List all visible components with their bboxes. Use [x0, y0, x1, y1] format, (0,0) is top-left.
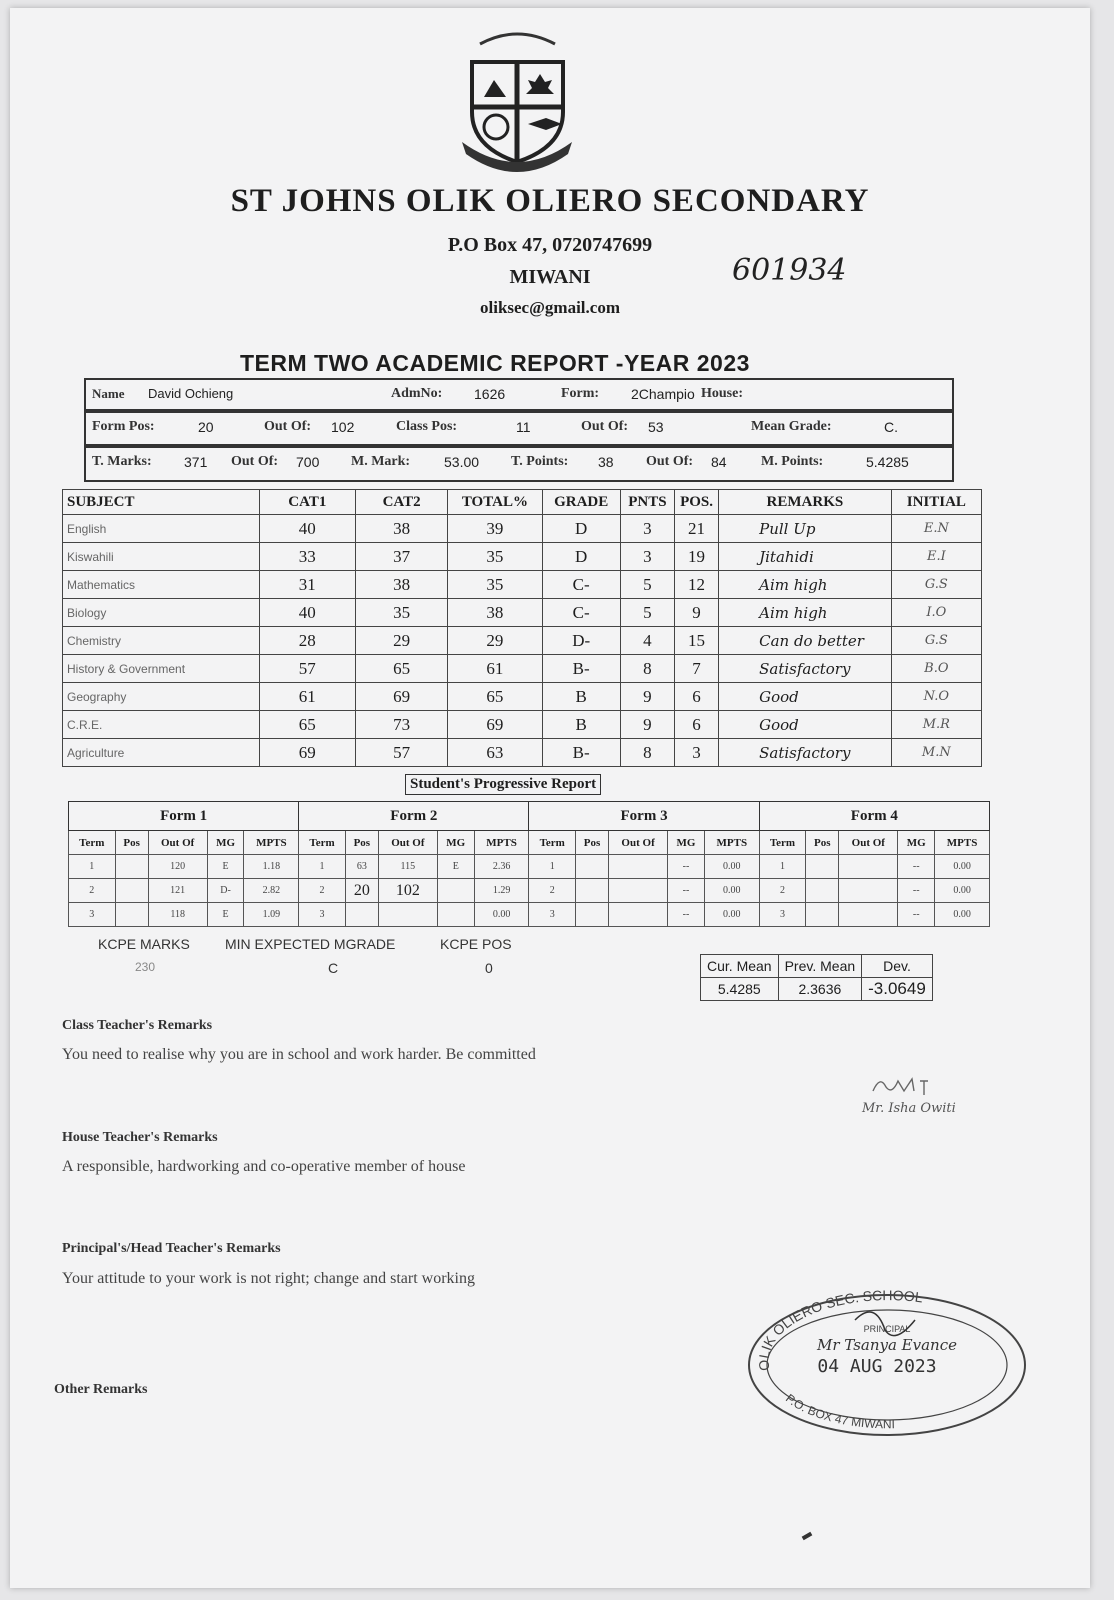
- progress-subheader-mg: MG: [668, 831, 705, 855]
- report-title: TERM TWO ACADEMIC REPORT -YEAR 2023: [240, 350, 750, 376]
- pen-mark: [802, 1532, 813, 1540]
- cell-cat1: 31: [259, 571, 355, 599]
- cell-pos: 7: [674, 655, 718, 683]
- cell-cat1: 40: [259, 515, 355, 543]
- svg-text:04 AUG 2023: 04 AUG 2023: [817, 1356, 937, 1377]
- subject-row: [63, 571, 982, 599]
- progress-cell: 0.00: [935, 855, 990, 879]
- cell-remarks: Good: [719, 683, 892, 711]
- report-sheet: [10, 8, 1090, 1588]
- progress-cell: 1: [69, 855, 116, 879]
- cell-remarks: Satisfactory: [719, 739, 892, 767]
- progress-cell: 3: [299, 903, 346, 927]
- school-name: ST JOHNS OLIK OLIERO SECONDARY: [230, 183, 870, 219]
- progress-subheader-mpts: MPTS: [474, 831, 529, 855]
- cell-remarks: Satisfactory: [719, 655, 892, 683]
- cell-pnts: 9: [620, 711, 674, 739]
- cell-subject: Biology: [63, 599, 260, 627]
- cell-remarks: Aim high: [719, 599, 892, 627]
- school-stamp: [745, 1290, 1030, 1440]
- handwritten-reference-number: 601934: [732, 253, 847, 288]
- progress-subheader-term: Term: [69, 831, 116, 855]
- cell-pos: 3: [674, 739, 718, 767]
- col-header-cat1: CAT1: [259, 490, 355, 515]
- progress-cell: 120: [148, 855, 207, 879]
- cell-remarks: Jitahidi: [719, 543, 892, 571]
- progress-subheader-mg: MG: [437, 831, 474, 855]
- cell-pnts: 9: [620, 683, 674, 711]
- student-info-row-2: [84, 411, 954, 446]
- progress-cell: --: [668, 855, 705, 879]
- progress-cell: 2: [759, 879, 806, 903]
- progress-cell: [115, 855, 148, 879]
- progress-cell: 0.00: [935, 879, 990, 903]
- progress-cell: 2.82: [244, 879, 299, 903]
- progress-cell: 1: [299, 855, 346, 879]
- adm-no-label: AdmNo:: [391, 386, 443, 401]
- progress-cell: [437, 879, 474, 903]
- cell-initial: E.N: [891, 515, 981, 543]
- progress-cell: 2: [299, 879, 346, 903]
- progress-subheader-mpts: MPTS: [704, 831, 759, 855]
- progress-cell: 102: [378, 879, 437, 903]
- cell-pos: 15: [674, 627, 718, 655]
- progress-cell: [576, 903, 609, 927]
- cell-cat2: 37: [355, 543, 447, 571]
- mean-grade-label: Mean Grade:: [751, 419, 832, 434]
- class-teacher-signature: [868, 1073, 938, 1099]
- cell-pnts: 4: [620, 627, 674, 655]
- student-name: David Ochieng: [148, 386, 234, 401]
- progress-cell: 1: [759, 855, 806, 879]
- form-header-2: Form 2: [299, 802, 529, 831]
- progress-cell: 0.00: [704, 879, 759, 903]
- name-label: Name: [92, 386, 125, 401]
- col-header-total: TOTAL%: [448, 490, 542, 515]
- progress-cell: [609, 903, 668, 927]
- cell-cat2: 38: [355, 515, 447, 543]
- prev-mean: 2.3636: [778, 978, 862, 1001]
- svg-text:P.O. BOX 47 MIWANI: P.O. BOX 47 MIWANI: [782, 1391, 896, 1432]
- progress-cell: 0.00: [474, 903, 529, 927]
- progress-cell: [115, 903, 148, 927]
- progress-cell: 63: [345, 855, 378, 879]
- progress-cell: 3: [69, 903, 116, 927]
- progress-subheader-term: Term: [759, 831, 806, 855]
- form-pos: 20: [198, 419, 214, 435]
- prev-mean-label: Prev. Mean: [778, 955, 862, 978]
- deviation: -3.0649: [862, 978, 933, 1001]
- class-teacher-name: Mr. Isha Owiti: [862, 1101, 956, 1116]
- cell-pnts: 5: [620, 571, 674, 599]
- deviation-label: Dev.: [862, 955, 933, 978]
- marks-out-of-label: Out Of:: [231, 454, 279, 469]
- cell-pos: 12: [674, 571, 718, 599]
- other-remarks-label: Other Remarks: [54, 1382, 148, 1397]
- col-header-initial: INITIAL: [891, 490, 981, 515]
- progress-cell: [378, 903, 437, 927]
- cell-pnts: 3: [620, 515, 674, 543]
- col-header-pos: POS.: [674, 490, 718, 515]
- progress-cell: 118: [148, 903, 207, 927]
- progress-cell: E: [207, 903, 244, 927]
- progress-subheader-out-of: Out Of: [148, 831, 207, 855]
- cell-cat1: 28: [259, 627, 355, 655]
- cell-grade: D: [542, 543, 620, 571]
- cell-pos: 19: [674, 543, 718, 571]
- cell-remarks: Pull Up: [719, 515, 892, 543]
- form-header-4: Form 4: [759, 802, 989, 831]
- marks-out-of: 700: [296, 454, 320, 470]
- progress-cell: [839, 903, 898, 927]
- cell-subject: C.R.E.: [63, 711, 260, 739]
- cell-remarks: Can do better: [719, 627, 892, 655]
- cell-total: 29: [448, 627, 542, 655]
- progress-cell: 1.18: [244, 855, 299, 879]
- progress-cell: --: [898, 879, 935, 903]
- cell-pnts: 3: [620, 543, 674, 571]
- progress-cell: [609, 855, 668, 879]
- col-header-pnts: PNTS: [620, 490, 674, 515]
- progress-subheader-pos: Pos: [345, 831, 378, 855]
- kcpe-pos-label: KCPE POS: [440, 936, 512, 952]
- progress-subheader-pos: Pos: [806, 831, 839, 855]
- cell-cat2: 73: [355, 711, 447, 739]
- progress-cell: E: [207, 855, 244, 879]
- class-pos-label: Class Pos:: [396, 419, 458, 434]
- cell-subject: Kiswahili: [63, 543, 260, 571]
- subject-row: [63, 515, 982, 543]
- total-points-label: T. Points:: [511, 454, 569, 469]
- cell-remarks: Aim high: [719, 571, 892, 599]
- form-header-3: Form 3: [529, 802, 759, 831]
- cell-remarks: Good: [719, 711, 892, 739]
- progress-row: [69, 879, 990, 903]
- mean-points: 5.4285: [866, 454, 909, 470]
- cell-pnts: 8: [620, 655, 674, 683]
- progress-subheader-mg: MG: [898, 831, 935, 855]
- progress-cell: 1.29: [474, 879, 529, 903]
- progress-subheader-term: Term: [299, 831, 346, 855]
- cell-grade: C-: [542, 571, 620, 599]
- class-teacher-remarks: You need to realise why you are in school and work harder. Be committed: [62, 1046, 536, 1063]
- progress-cell: 2.36: [474, 855, 529, 879]
- progress-cell: E: [437, 855, 474, 879]
- cell-initial: B.O: [891, 655, 981, 683]
- cell-initial: M.N: [891, 739, 981, 767]
- progress-row: [69, 903, 990, 927]
- cell-grade: B: [542, 711, 620, 739]
- svg-text:PRINCIPAL: PRINCIPAL: [863, 1324, 911, 1334]
- cell-subject: English: [63, 515, 260, 543]
- progress-row: [69, 855, 990, 879]
- cell-cat1: 33: [259, 543, 355, 571]
- form-pos-label: Form Pos:: [92, 419, 155, 434]
- cell-cat1: 57: [259, 655, 355, 683]
- progress-cell: [806, 903, 839, 927]
- col-header-grade: GRADE: [542, 490, 620, 515]
- cell-grade: D-: [542, 627, 620, 655]
- class-out-of: 53: [648, 419, 664, 435]
- progress-cell: [806, 855, 839, 879]
- cell-subject: History & Government: [63, 655, 260, 683]
- subject-row: [63, 739, 982, 767]
- progress-cell: D-: [207, 879, 244, 903]
- cur-mean: 5.4285: [701, 978, 779, 1001]
- progress-subheader-out-of: Out Of: [378, 831, 437, 855]
- cell-cat1: 69: [259, 739, 355, 767]
- progress-cell: [345, 903, 378, 927]
- house-label: House:: [701, 386, 743, 401]
- col-header-cat2: CAT2: [355, 490, 447, 515]
- cell-total: 35: [448, 571, 542, 599]
- progress-cell: 2: [69, 879, 116, 903]
- subject-row: [63, 543, 982, 571]
- cell-total: 38: [448, 599, 542, 627]
- progress-subheader-mpts: MPTS: [935, 831, 990, 855]
- school-crest-logo: [450, 22, 585, 172]
- progress-cell: [115, 879, 148, 903]
- col-header-subject: SUBJECT: [63, 490, 260, 515]
- form-out-of-label: Out Of:: [264, 419, 312, 434]
- marks-table-header: [63, 490, 982, 515]
- progress-cell: 1: [529, 855, 576, 879]
- cell-cat1: 40: [259, 599, 355, 627]
- cell-subject: Chemistry: [63, 627, 260, 655]
- mean-points-label: M. Points:: [761, 454, 824, 469]
- progress-cell: --: [898, 855, 935, 879]
- cell-initial: E.I: [891, 543, 981, 571]
- house-teacher-remarks-label: House Teacher's Remarks: [62, 1130, 218, 1145]
- kcpe-pos: 0: [485, 960, 493, 976]
- progress-subheader-term: Term: [529, 831, 576, 855]
- cell-cat2: 69: [355, 683, 447, 711]
- school-town: MIWANI: [509, 266, 591, 288]
- total-points: 38: [598, 454, 614, 470]
- cell-total: 35: [448, 543, 542, 571]
- cell-grade: B-: [542, 739, 620, 767]
- mean-grade: C.: [884, 419, 898, 435]
- cell-subject: Agriculture: [63, 739, 260, 767]
- cell-grade: B: [542, 683, 620, 711]
- subject-row: [63, 627, 982, 655]
- progress-subheader-out-of: Out Of: [839, 831, 898, 855]
- min-expected-grade: C: [328, 960, 339, 976]
- progress-cell: 0.00: [704, 903, 759, 927]
- cell-pnts: 5: [620, 599, 674, 627]
- progress-cell: [609, 879, 668, 903]
- school-email: oliksec@gmail.com: [480, 298, 620, 317]
- cell-cat2: 65: [355, 655, 447, 683]
- progress-subheader-pos: Pos: [115, 831, 148, 855]
- cell-initial: N.O: [891, 683, 981, 711]
- progress-cell: 3: [529, 903, 576, 927]
- cell-total: 39: [448, 515, 542, 543]
- progress-cell: 0.00: [704, 855, 759, 879]
- progress-cell: --: [668, 903, 705, 927]
- form-out-of: 102: [331, 419, 355, 435]
- points-out-of-label: Out Of:: [646, 454, 694, 469]
- progress-cell: 121: [148, 879, 207, 903]
- cell-total: 61: [448, 655, 542, 683]
- total-marks: 371: [184, 454, 208, 470]
- cell-total: 65: [448, 683, 542, 711]
- subject-row: [63, 599, 982, 627]
- subject-row: [63, 683, 982, 711]
- progress-cell: 1.09: [244, 903, 299, 927]
- house-teacher-remarks: A responsible, hardworking and co-operative member of house: [62, 1158, 466, 1175]
- progress-report-title: Student's Progressive Report: [405, 774, 601, 795]
- principal-remarks: Your attitude to your work is not right; change and start working: [62, 1270, 475, 1287]
- cell-initial: I.O: [891, 599, 981, 627]
- progress-cell: --: [668, 879, 705, 903]
- progress-report-table: [68, 801, 990, 927]
- progress-cell: [576, 855, 609, 879]
- progress-cell: [576, 879, 609, 903]
- cell-pos: 6: [674, 711, 718, 739]
- mean-mark: 53.00: [444, 454, 480, 470]
- cell-pos: 6: [674, 683, 718, 711]
- min-expected-grade-label: MIN EXPECTED MGRADE: [225, 936, 396, 952]
- kcpe-marks-label: KCPE MARKS: [98, 936, 190, 952]
- total-marks-label: T. Marks:: [92, 454, 152, 469]
- progress-cell: [839, 879, 898, 903]
- mean-mark-label: M. Mark:: [351, 454, 411, 469]
- cell-grade: B-: [542, 655, 620, 683]
- form-value: 2Champio: [631, 386, 695, 402]
- col-header-remarks: REMARKS: [719, 490, 892, 515]
- cell-total: 69: [448, 711, 542, 739]
- progress-subheader-out-of: Out Of: [609, 831, 668, 855]
- progress-cell: 20: [345, 879, 378, 903]
- cell-subject: Geography: [63, 683, 260, 711]
- progress-cell: 115: [378, 855, 437, 879]
- subject-marks-table: [62, 489, 982, 767]
- student-info-row-3: [84, 446, 954, 482]
- adm-no: 1626: [474, 386, 506, 402]
- cur-mean-label: Cur. Mean: [701, 955, 779, 978]
- principal-remarks-label: Principal's/Head Teacher's Remarks: [62, 1241, 281, 1256]
- progress-cell: 2: [529, 879, 576, 903]
- progress-subheader-mg: MG: [207, 831, 244, 855]
- subject-row: [63, 711, 982, 739]
- cell-cat1: 65: [259, 711, 355, 739]
- progress-cell: [806, 879, 839, 903]
- cell-total: 63: [448, 739, 542, 767]
- cell-cat1: 61: [259, 683, 355, 711]
- cell-grade: D: [542, 515, 620, 543]
- progress-subheader-pos: Pos: [576, 831, 609, 855]
- form-header-1: Form 1: [69, 802, 299, 831]
- progress-subheader-mpts: MPTS: [244, 831, 299, 855]
- kcpe-marks: 230: [135, 960, 156, 974]
- cell-initial: G.S: [891, 627, 981, 655]
- cell-cat2: 38: [355, 571, 447, 599]
- progress-subheader: [69, 831, 990, 855]
- progress-cell: [437, 903, 474, 927]
- svg-text:Mr Tsanya Evance: Mr Tsanya Evance: [816, 1336, 958, 1354]
- form-label: Form:: [561, 386, 600, 401]
- class-teacher-remarks-label: Class Teacher's Remarks: [62, 1018, 213, 1033]
- progress-cell: --: [898, 903, 935, 927]
- progress-cell: 3: [759, 903, 806, 927]
- cell-initial: G.S: [891, 571, 981, 599]
- cell-subject: Mathematics: [63, 571, 260, 599]
- student-info-row-1: [84, 378, 954, 411]
- school-address: P.O Box 47, 0720747699: [447, 234, 653, 256]
- progress-cell: [839, 855, 898, 879]
- cell-cat2: 35: [355, 599, 447, 627]
- cell-pos: 9: [674, 599, 718, 627]
- cell-pos: 21: [674, 515, 718, 543]
- subject-row: [63, 655, 982, 683]
- cell-cat2: 29: [355, 627, 447, 655]
- points-out-of: 84: [711, 454, 727, 470]
- cell-grade: C-: [542, 599, 620, 627]
- progress-cell: 0.00: [935, 903, 990, 927]
- cell-cat2: 57: [355, 739, 447, 767]
- cell-initial: M.R: [891, 711, 981, 739]
- svg-text:OLIK OLIERO SEC. SCHOOL: OLIK OLIERO SEC. SCHOOL: [755, 1290, 924, 1372]
- mean-comparison-table: [700, 954, 933, 1001]
- class-out-of-label: Out Of:: [581, 419, 629, 434]
- progress-forms-header: [69, 802, 990, 831]
- cell-pnts: 8: [620, 739, 674, 767]
- class-pos: 11: [516, 419, 531, 435]
